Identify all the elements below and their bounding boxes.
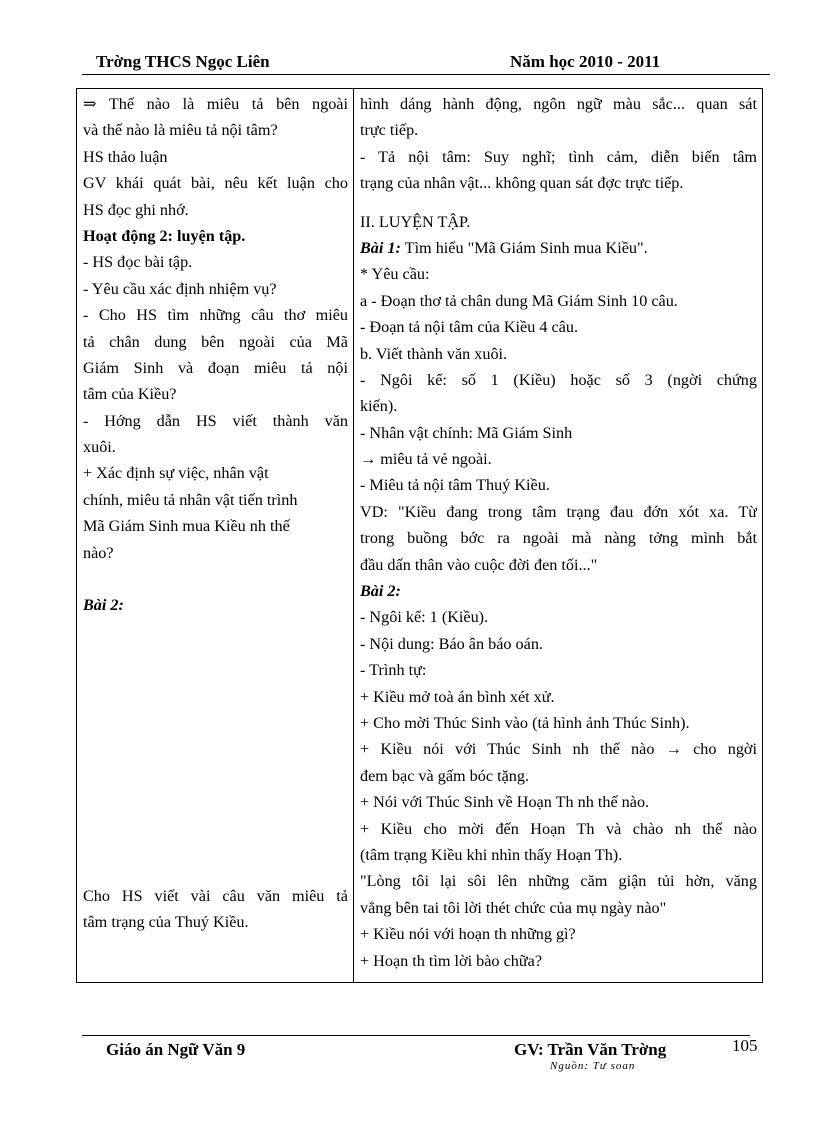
- subject-name: Giáo án Ngữ Văn 9: [106, 1040, 246, 1059]
- school-year: Năm học 2010 - 2011: [510, 52, 661, 71]
- text-line: và thế nào là miêu tả nội tâm?: [83, 121, 278, 140]
- text-line: - Ngôi kể: số 1 (Kiều) hoặc số 3 (ngời chứng: [360, 370, 757, 389]
- text-line: HS thảo luận: [83, 147, 168, 166]
- text-line: trạng của nhân vật... không quan sát đợc trực tiếp.: [360, 174, 684, 193]
- text-line: vẳng bên tai tôi lời thét chức của mụ ngày nào": [360, 898, 667, 917]
- activity-heading: Hoạt động 2: luyện tập.: [83, 226, 246, 245]
- page-number: 105: [732, 1036, 758, 1055]
- source-note: Nguồn: Tư soan: [550, 1060, 636, 1072]
- text-line: Cho HS viết vài câu văn miêu tả: [83, 886, 348, 905]
- text-line: VD: "Kiều đang trong tâm trạng đau đớn xót xa. Từ: [360, 502, 757, 521]
- text-line: - Yêu cầu xác định nhiệm vụ?: [83, 279, 277, 298]
- text-line: + Xác định sự việc, nhân vật: [83, 464, 269, 483]
- text-line: xuôi.: [83, 438, 116, 457]
- text-line: a - Đoạn thơ tả chân dung Mã Giám Sinh 10 câu.: [360, 291, 678, 310]
- text-line: HS đọc ghi nhớ.: [83, 200, 189, 219]
- content-column: [354, 89, 763, 983]
- school-name: Trờng THCS Ngọc Liên: [96, 52, 270, 71]
- activities-column: [77, 89, 354, 983]
- text-line: GV khái quát bài, nêu kết luận cho: [83, 174, 348, 193]
- exercise-title: Tìm hiểu "Mã Giám Sinh mua Kiều".: [400, 238, 648, 257]
- text-line: + Hoạn th tìm lời bào chữa?: [360, 951, 542, 970]
- text-line: "Lòng tôi lại sôi lên những căm giận tủi hờn, văng: [360, 872, 757, 891]
- page-footer: [82, 1035, 758, 1072]
- teacher-name: GV: Trần Văn Trờng: [514, 1040, 667, 1059]
- text-line: [360, 235, 757, 261]
- text-line: tả chân dung bên ngoài của Mã: [83, 332, 348, 351]
- exercise-heading: Bài 2:: [360, 582, 401, 601]
- text-line: + Cho mời Thúc Sinh vào (tả hình ảnh Thúc Sinh).: [360, 713, 690, 732]
- text-line: * Yêu cầu:: [360, 265, 430, 284]
- text-line: - Ngôi kể: 1 (Kiều).: [360, 608, 489, 627]
- text-line: - HS đọc bài tập.: [83, 253, 193, 272]
- text-line: Giám Sinh và đoạn miêu tả nội: [83, 358, 348, 377]
- text-line: - Miêu tả nội tâm Thuý Kiều.: [360, 476, 550, 495]
- lesson-table: [76, 88, 763, 983]
- text-line: chính, miêu tả nhân vật tiến trình: [83, 490, 298, 509]
- text-line: trong buồng bớc ra ngoài mà nàng tởng mình bắt: [360, 529, 757, 548]
- text-line: - Đoạn tả nội tâm của Kiều 4 câu.: [360, 318, 579, 337]
- text-line: trực tiếp.: [360, 121, 419, 140]
- text-line: - Tả nội tâm: Suy nghĩ; tình cảm, diễn biến tâm: [360, 147, 757, 166]
- exercise-label: Bài 1:: [360, 238, 401, 257]
- text-line: + Kiều nói với Thúc Sinh nh thế nào → cho ngời: [360, 740, 757, 759]
- text-line: + Kiều cho mời đến Hoạn Th và chào nh thế nào: [360, 819, 757, 838]
- exercise-heading: Bài 2:: [83, 596, 124, 615]
- text-line: Mã Giám Sinh mua Kiều nh thế: [83, 517, 290, 536]
- text-line: + Kiều mở toà án bình xét xử.: [360, 687, 555, 706]
- text-line: - Nội dung: Báo ân báo oán.: [360, 634, 543, 653]
- text-line: (tâm trạng Kiều khi nhìn thấy Hoạn Th).: [360, 845, 623, 864]
- text-line: - Cho HS tìm những câu thơ miêu: [83, 306, 348, 325]
- text-line: đầu dấn thân vào cuộc đời đen tối...": [360, 555, 598, 574]
- text-line: tâm trạng của Thuý Kiều.: [83, 913, 249, 932]
- text-line: + Kiều nói với hoạn th những gì?: [360, 925, 576, 944]
- text-line: → miêu tả vẻ ngoài.: [360, 450, 492, 469]
- text-line: - Hớng dẫn HS viết thành văn: [83, 411, 348, 430]
- text-line: + Nói với Thúc Sinh về Hoạn Th nh thế nào.: [360, 793, 650, 812]
- text-line: - Nhân vật chính: Mã Giám Sinh: [360, 423, 573, 442]
- text-line: đem bạc và gấm bóc tặng.: [360, 766, 530, 785]
- text-line: kiến).: [360, 397, 398, 416]
- section-heading: II. LUYỆN TẬP.: [360, 212, 471, 231]
- text-line: b. Viết thành văn xuôi.: [360, 344, 508, 363]
- page-header: [82, 52, 770, 75]
- text-line: hình dáng hành động, ngôn ngữ màu sắc... quan sát: [360, 95, 757, 113]
- text-line: nào?: [83, 543, 114, 562]
- text-line: ⇒ Thế nào là miêu tả bên ngoài: [83, 95, 348, 113]
- text-line: tâm của Kiều?: [83, 385, 177, 404]
- table-row: [77, 89, 763, 983]
- text-line: - Trình tự:: [360, 661, 427, 680]
